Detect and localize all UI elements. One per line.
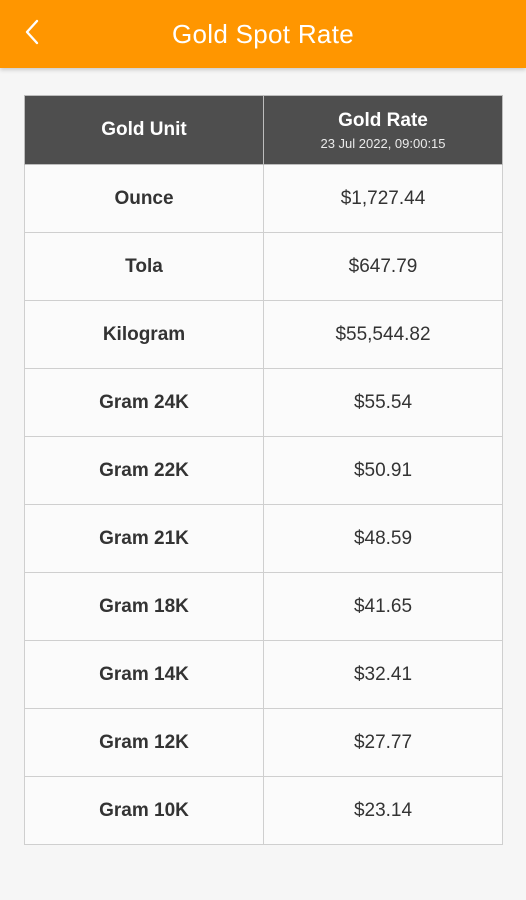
rate-cell: $55,544.82 [264,301,503,369]
table-row [25,777,503,845]
table-header-row [25,96,503,165]
rate-cell: $48.59 [264,505,503,573]
unit-cell: Gram 12K [25,709,264,777]
rate-cell: $32.41 [264,641,503,709]
rate-cell: $27.77 [264,709,503,777]
rate-cell: $50.91 [264,437,503,505]
column-header-rate [264,96,503,165]
table-row [25,641,503,709]
table-row [25,369,503,437]
unit-cell: Gram 21K [25,505,264,573]
unit-cell: Gram 24K [25,369,264,437]
table-row [25,573,503,641]
gold-rate-table [24,95,503,845]
app-header [0,0,526,68]
table-row [25,233,503,301]
unit-cell: Tola [25,233,264,301]
unit-cell: Kilogram [25,301,264,369]
rate-cell: $41.65 [264,573,503,641]
unit-cell: Gram 14K [25,641,264,709]
rate-cell: $55.54 [264,369,503,437]
table-row [25,505,503,573]
rate-timestamp: 23 Jul 2022, 09:00:15 [320,135,446,151]
table-row [25,301,503,369]
table-row [25,165,503,233]
unit-cell: Ounce [25,165,264,233]
column-header-unit-label: Gold Unit [101,119,187,140]
column-header-rate-label: Gold Rate [338,109,428,131]
unit-cell: Gram 18K [25,573,264,641]
unit-cell: Gram 22K [25,437,264,505]
page-title: Gold Spot Rate [172,18,354,49]
rate-cell: $647.79 [264,233,503,301]
unit-cell: Gram 10K [25,777,264,845]
table-row [25,709,503,777]
table-row [25,437,503,505]
rate-cell: $1,727.44 [264,165,503,233]
column-header-unit [25,96,264,165]
rate-cell: $23.14 [264,777,503,845]
